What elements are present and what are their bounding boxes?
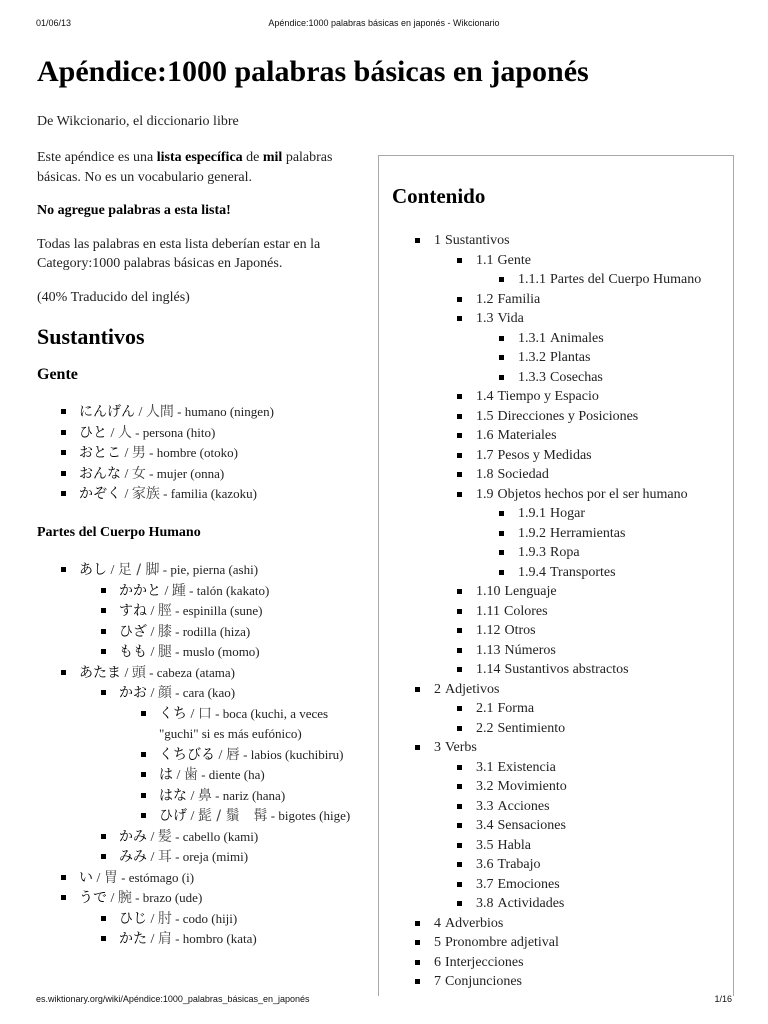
word-kana[interactable]: すね xyxy=(119,603,147,619)
intro-text-a: Este apéndice es una xyxy=(37,150,157,165)
translated-note: (40% Traducido del inglés) xyxy=(37,289,190,305)
toc-item[interactable] xyxy=(456,797,701,817)
toc-item-number[interactable]: 1.9.2 xyxy=(518,525,546,541)
list-item: かお / 顔 - cara (kao) くち / 口 - boca (kuchi, a veces "guchi" si es más eufónico) くちびる / 唇 - labios (kuchibiru) は / 歯 - diente (ha) はな / 鼻 - nariz (hana) ひげ / 髭 / 鬚 髯 - bigotes (hige) xyxy=(99,683,367,827)
word-kana[interactable]: うで xyxy=(79,890,107,906)
word-gloss: - estómago (i) xyxy=(117,869,195,885)
nested-list xyxy=(79,683,367,868)
toc-item-number[interactable]: 1.12 xyxy=(476,623,501,638)
toc-item-number[interactable]: 1.10 xyxy=(476,584,501,599)
print-page-number: 1/16 xyxy=(714,994,732,1004)
toc-item[interactable] xyxy=(456,426,701,446)
word-gloss: - pie, pierna (ashi) xyxy=(159,562,259,577)
toc-item-label[interactable]: Colores xyxy=(503,603,548,619)
word-kanji[interactable]: 胃 xyxy=(103,869,118,886)
toc-item-label[interactable]: Sustantivos abstractos xyxy=(504,662,629,677)
word-kanji[interactable]: 踵 xyxy=(171,582,186,599)
intro-bold-mil: mil xyxy=(262,150,283,165)
toc-item[interactable] xyxy=(498,504,701,524)
toc-item-number[interactable]: 1.14 xyxy=(476,662,501,677)
toc-item-number[interactable]: 3.1 xyxy=(476,759,494,775)
toc-item-label[interactable]: Conjunciones xyxy=(445,974,522,989)
toc-sublist xyxy=(456,329,701,388)
print-title: Apéndice:1000 palabras básicas en japonés - Wikcionario xyxy=(268,18,500,28)
toc-item-number[interactable]: 3.4 xyxy=(476,818,494,833)
toc-item-number[interactable]: 1.3.3 xyxy=(518,369,546,385)
toc-item[interactable] xyxy=(456,758,701,778)
toc-item-number[interactable]: 1.9.3 xyxy=(518,545,546,560)
toc-item-number[interactable]: 1.13 xyxy=(476,642,501,658)
toc-item[interactable] xyxy=(498,543,701,563)
category-paragraph: Todas las palabras en esta lista deberían estar en la Category:1000 palabras básicas en Japonés. xyxy=(37,236,321,271)
list-item: すね / 脛 - espinilla (sune) xyxy=(99,601,367,622)
word-kanji[interactable]: 女 xyxy=(131,465,146,482)
word-gloss: - humano (ningen) xyxy=(173,404,274,419)
toc-item-label[interactable]: Ropa xyxy=(550,545,580,560)
toc-item-label[interactable]: Existencia xyxy=(497,759,556,775)
subsection-heading-cuerpo: Partes del Cuerpo Humano xyxy=(37,524,201,540)
toc-item-number[interactable]: 3 xyxy=(434,740,441,755)
toc-item-label[interactable]: Sustantivos xyxy=(445,233,510,248)
word-kanji[interactable]: 耳 xyxy=(157,849,172,865)
toc-item-number[interactable]: 1.3.2 xyxy=(518,350,546,365)
toc-item-label[interactable]: Actividades xyxy=(497,896,565,911)
word-kana[interactable]: かお xyxy=(119,685,147,701)
toc-item-number[interactable]: 1.8 xyxy=(476,467,494,482)
gente-list xyxy=(37,402,367,505)
page-title: Apéndice:1000 palabras básicas en japonés xyxy=(37,55,589,88)
toc-item-label[interactable]: Cosechas xyxy=(550,369,603,385)
toc-list xyxy=(414,231,701,992)
toc-item[interactable] xyxy=(456,309,701,329)
toc-item[interactable] xyxy=(456,465,701,485)
toc-sublist xyxy=(456,270,701,290)
word-kana[interactable]: かかと xyxy=(119,582,161,599)
print-header xyxy=(0,18,768,32)
toc-item-label[interactable]: Partes del Cuerpo Humano xyxy=(550,272,702,287)
toc-item-label[interactable]: Movimiento xyxy=(497,779,567,794)
list-item: かかと / 踵 - talón (kakato) xyxy=(99,581,367,602)
word-gloss: - cabeza (atama) xyxy=(145,664,236,680)
list-item: もも / 腿 - muslo (momo) xyxy=(99,642,367,663)
toc-item-label[interactable]: Sociedad xyxy=(497,467,549,482)
list-item: ひじ / 肘 - codo (hiji) xyxy=(99,909,367,930)
word-gloss: - talón (kakato) xyxy=(185,582,270,598)
word-kana[interactable]: ひと xyxy=(79,424,107,441)
toc-item-label[interactable]: Emociones xyxy=(497,876,560,892)
word-kanji[interactable]: 口 xyxy=(197,705,212,722)
toc-title: Contenido xyxy=(392,184,486,208)
toc-item-number[interactable]: 3.6 xyxy=(476,857,494,872)
word-kana[interactable]: かみ xyxy=(119,828,147,845)
toc-item[interactable] xyxy=(456,777,701,797)
toc-item-number[interactable]: 1.3 xyxy=(476,311,494,326)
word-kana[interactable]: あたま xyxy=(79,664,121,681)
list-item: ひげ / 髭 / 鬚 髯 - bigotes (hige) xyxy=(139,806,367,827)
word-kana[interactable]: かぞく xyxy=(79,486,121,502)
toc-item-number[interactable]: 7 xyxy=(434,974,441,989)
toc-item-number[interactable]: 1.6 xyxy=(476,428,494,443)
word-kanji[interactable]: 人間 xyxy=(145,404,174,420)
list-item: い / 胃 - estómago (i) xyxy=(59,868,367,889)
toc-item[interactable] xyxy=(498,348,701,368)
word-gloss: - rodilla (hiza) xyxy=(171,623,251,639)
word-kanji[interactable]: 鼻 xyxy=(197,787,212,804)
toc-item[interactable] xyxy=(456,387,701,407)
toc-item[interactable] xyxy=(456,719,701,739)
word-kanji[interactable]: 髪 xyxy=(157,828,172,845)
toc-item-label[interactable]: Herramientas xyxy=(550,525,626,541)
toc-item[interactable] xyxy=(414,914,701,934)
word-kana[interactable]: おとこ xyxy=(79,445,121,461)
toc-item-number[interactable]: 1.9.4 xyxy=(518,564,546,580)
toc-item-label[interactable]: Trabajo xyxy=(497,857,541,872)
word-kanji[interactable]: 膝 xyxy=(157,623,172,640)
print-date: 01/06/13 xyxy=(36,18,72,28)
word-kanji[interactable]: 人 xyxy=(117,424,132,441)
toc-item-number[interactable]: 2.2 xyxy=(476,720,494,736)
subsection-heading-gente: Gente xyxy=(37,365,78,383)
table-of-contents xyxy=(378,155,734,996)
word-gloss: - hombre (otoko) xyxy=(145,445,238,460)
word-kanji[interactable]: 歯 xyxy=(183,767,198,783)
list-item: くち / 口 - boca (kuchi, a veces "guchi" si es más eufónico) xyxy=(139,704,367,745)
word-gloss: - bigotes (hige) xyxy=(267,808,351,823)
toc-item[interactable] xyxy=(456,875,701,895)
toc-item-number[interactable]: 1.11 xyxy=(476,603,500,619)
word-gloss: - nariz (hana) xyxy=(211,787,286,803)
toc-item[interactable] xyxy=(456,407,701,427)
toc-item-number[interactable]: 6 xyxy=(434,954,441,970)
toc-item-label[interactable]: Forma xyxy=(497,701,535,716)
toc-item-label[interactable]: Hogar xyxy=(550,506,585,521)
word-gloss: - diente (ha) xyxy=(197,767,265,782)
toc-item[interactable] xyxy=(456,641,701,661)
word-kana[interactable]: かた xyxy=(119,931,147,947)
toc-item[interactable] xyxy=(456,621,701,641)
toc-item[interactable] xyxy=(414,933,701,953)
page-subtitle: De Wikcionario, el diccionario libre xyxy=(37,114,239,129)
toc-item-number[interactable]: 3.2 xyxy=(476,779,494,794)
list-item: あたま / 頭 - cabeza (atama) かお / 顔 - cara (kao) くち / 口 - boca (kuchi, a veces "guchi" si es más eufónico) くちびる / 唇 - labios (kuchibiru) は / 歯 - diente (ha) はな / 鼻 - nariz (hana) ひげ / 髭 / 鬚 髯 - bigotes (hige) かみ / 髪 - cabello (kami) みみ / 耳 - oreja (mimi) xyxy=(59,663,367,868)
toc-item-number[interactable]: 3.7 xyxy=(476,876,494,892)
toc-item-label[interactable]: Adjetivos xyxy=(445,681,500,697)
list-item: にんげん / 人間 - humano (ningen) xyxy=(59,402,367,423)
toc-item[interactable] xyxy=(414,972,701,992)
toc-item[interactable] xyxy=(456,602,701,622)
toc-sublist xyxy=(414,758,701,914)
toc-item-label[interactable]: Sentimiento xyxy=(497,720,566,736)
print-url: es.wiktionary.org/wiki/Apéndice:1000_palabras_básicas_en_japonés xyxy=(36,994,310,1004)
toc-item-number[interactable]: 1.4 xyxy=(476,389,494,404)
list-item: かぞく / 家族 - familia (kazoku) xyxy=(59,484,367,505)
toc-item-label[interactable]: Direcciones y Posiciones xyxy=(497,408,639,424)
warning-text: No agregue palabras a esta lista! xyxy=(37,203,231,218)
word-kanji[interactable]: 髭 / 鬚 髯 xyxy=(197,808,268,824)
toc-item[interactable] xyxy=(414,680,701,700)
toc-item[interactable] xyxy=(456,894,701,914)
toc-item-number[interactable]: 1.1 xyxy=(476,252,494,268)
word-kanji[interactable]: 足 / 脚 xyxy=(117,562,160,578)
word-kanji[interactable]: 男 xyxy=(131,445,146,461)
word-kana[interactable]: は xyxy=(159,767,173,783)
toc-item-label[interactable]: Animales xyxy=(550,330,604,346)
print-footer xyxy=(0,994,768,1008)
word-gloss: - codo (hiji) xyxy=(171,910,238,926)
word-kana[interactable]: もも xyxy=(119,644,147,660)
list-item: うで / 腕 - brazo (ude) ひじ / 肘 - codo (hiji) かた / 肩 - hombro (kata) xyxy=(59,888,367,950)
toc-item-number[interactable]: 1.1.1 xyxy=(518,272,546,287)
word-kanji[interactable]: 脛 xyxy=(157,603,172,619)
toc-item-label[interactable]: Lenguaje xyxy=(504,584,557,599)
word-kana[interactable]: くちびる xyxy=(159,746,215,763)
nested-list xyxy=(79,581,367,663)
word-kana[interactable]: ひざ xyxy=(119,623,147,640)
word-kana[interactable]: ひじ xyxy=(119,910,147,927)
toc-item-number[interactable]: 3.8 xyxy=(476,896,494,911)
list-item: はな / 鼻 - nariz (hana) xyxy=(139,786,367,807)
toc-item-number[interactable]: 5 xyxy=(434,935,441,950)
toc-item[interactable] xyxy=(498,368,701,388)
word-gloss: - familia (kazoku) xyxy=(159,486,257,501)
word-kana[interactable]: くち xyxy=(159,705,187,722)
toc-item[interactable] xyxy=(456,699,701,719)
word-kana[interactable]: あし xyxy=(79,562,107,578)
word-kanji[interactable]: 家族 xyxy=(131,486,160,502)
warning-paragraph xyxy=(37,201,367,221)
toc-item[interactable] xyxy=(456,816,701,836)
toc-item-label[interactable]: Otros xyxy=(504,623,536,638)
toc-item-number[interactable]: 4 xyxy=(434,915,441,931)
word-kana[interactable]: にんげん xyxy=(79,404,135,420)
word-kana[interactable]: ひげ xyxy=(159,808,187,824)
intro-text-e: palabras básicas. No es un vocabulario general. xyxy=(37,150,333,185)
word-gloss: - persona (hito) xyxy=(131,424,216,440)
toc-item-number[interactable]: 1.7 xyxy=(476,447,494,463)
toc-item[interactable] xyxy=(498,563,701,583)
toc-item-number[interactable]: 3.3 xyxy=(476,798,494,814)
article-body xyxy=(37,148,367,950)
list-item: あし / 足 / 脚 - pie, pierna (ashi) かかと / 踵 - talón (kakato) すね / 脛 - espinilla (sune) ひざ / 膝 - rodilla (hiza) もも / 腿 - muslo (momo) xyxy=(59,560,367,663)
toc-item-label[interactable]: Vida xyxy=(497,311,524,326)
list-item: おんな / 女 - mujer (onna) xyxy=(59,464,367,485)
word-kanji[interactable]: 肩 xyxy=(157,931,172,947)
toc-item-label[interactable]: Objetos hechos por el ser humano xyxy=(497,486,688,502)
word-gloss: - hombro (kata) xyxy=(171,931,257,946)
word-gloss: - cabello (kami) xyxy=(171,828,259,844)
list-item: おとこ / 男 - hombre (otoko) xyxy=(59,443,367,464)
toc-item-label[interactable]: Habla xyxy=(497,837,531,853)
toc-item[interactable] xyxy=(498,270,701,290)
toc-item-label[interactable]: Familia xyxy=(497,291,541,307)
toc-item-number[interactable]: 2.1 xyxy=(476,701,494,716)
toc-item-label[interactable]: Acciones xyxy=(497,798,550,814)
toc-item-label[interactable]: Gente xyxy=(497,252,531,268)
toc-item-label[interactable]: Pronombre adjetival xyxy=(445,935,559,950)
cuerpo-list xyxy=(37,560,367,950)
toc-item[interactable] xyxy=(456,251,701,271)
word-gloss: - brazo (ude) xyxy=(131,890,203,905)
word-gloss: - labios (kuchibiru) xyxy=(239,746,344,762)
word-kana[interactable]: い xyxy=(79,869,93,886)
toc-item-number[interactable]: 2 xyxy=(434,681,441,697)
list-item: ひざ / 膝 - rodilla (hiza) xyxy=(99,622,367,643)
toc-sublist xyxy=(456,504,701,582)
toc-item-label[interactable]: Materiales xyxy=(497,428,557,443)
word-gloss: - espinilla (sune) xyxy=(171,603,263,618)
word-gloss: - oreja (mimi) xyxy=(171,849,249,864)
toc-item[interactable] xyxy=(498,524,701,544)
toc-item-label[interactable]: Plantas xyxy=(550,350,591,365)
word-kanji[interactable]: 唇 xyxy=(225,746,240,763)
word-gloss: - boca (kuchi, a veces "guchi" si es más eufónico) xyxy=(159,705,329,741)
list-item: ひと / 人 - persona (hito) xyxy=(59,423,367,444)
toc-item[interactable] xyxy=(456,660,701,680)
toc-item-label[interactable]: Transportes xyxy=(550,564,616,580)
toc-sublist xyxy=(414,699,701,738)
toc-item[interactable] xyxy=(414,231,701,251)
toc-sublist xyxy=(414,251,701,680)
word-kana[interactable]: おんな xyxy=(79,465,121,482)
intro-link-lista[interactable]: lista específica xyxy=(156,150,243,165)
nested-list xyxy=(79,909,367,950)
list-item: かみ / 髪 - cabello (kami) xyxy=(99,827,367,848)
toc-item[interactable] xyxy=(456,855,701,875)
section-heading-sustantivos: Sustantivos xyxy=(37,324,145,349)
list-item: かた / 肩 - hombro (kata) xyxy=(99,929,367,950)
toc-item-label[interactable]: Verbs xyxy=(445,740,477,755)
word-gloss: - muslo (momo) xyxy=(171,644,260,659)
nested-list xyxy=(119,704,367,827)
toc-item-number[interactable]: 1.5 xyxy=(476,408,494,424)
word-kanji[interactable]: 頭 xyxy=(131,664,146,681)
word-kana[interactable]: みみ xyxy=(119,849,147,865)
toc-item-number[interactable]: 1.9.1 xyxy=(518,506,546,521)
toc-item-label[interactable]: Sensaciones xyxy=(497,818,566,833)
list-item: くちびる / 唇 - labios (kuchibiru) xyxy=(139,745,367,766)
list-item: みみ / 耳 - oreja (mimi) xyxy=(99,847,367,868)
toc-item-number[interactable]: 1 xyxy=(434,233,441,248)
toc-item[interactable] xyxy=(414,738,701,758)
toc-item-label[interactable]: Interjecciones xyxy=(445,954,524,970)
toc-item[interactable] xyxy=(456,446,701,466)
toc-item-number[interactable]: 3.5 xyxy=(476,837,494,853)
toc-item-number[interactable]: 1.9 xyxy=(476,486,494,502)
toc-item-number[interactable]: 1.2 xyxy=(476,291,494,307)
list-item: は / 歯 - diente (ha) xyxy=(139,765,367,786)
toc-item-label[interactable]: Números xyxy=(504,642,556,658)
word-gloss: - cara (kao) xyxy=(171,685,236,700)
toc-item[interactable] xyxy=(414,953,701,973)
toc-item-label[interactable]: Adverbios xyxy=(445,915,504,931)
intro-text-c: de xyxy=(242,150,263,165)
word-kanji[interactable]: 腕 xyxy=(117,890,132,906)
toc-item[interactable] xyxy=(456,290,701,310)
toc-item[interactable] xyxy=(456,836,701,856)
toc-item[interactable] xyxy=(498,329,701,349)
word-kanji[interactable]: 肘 xyxy=(157,910,172,927)
toc-item-label[interactable]: Pesos y Medidas xyxy=(497,447,592,463)
toc-item[interactable] xyxy=(456,485,701,505)
toc-item-number[interactable]: 1.3.1 xyxy=(518,330,546,346)
toc-item[interactable] xyxy=(456,582,701,602)
word-kanji[interactable]: 顔 xyxy=(157,685,172,701)
intro-paragraph xyxy=(37,148,367,187)
word-gloss: - mujer (onna) xyxy=(145,465,225,481)
word-kana[interactable]: はな xyxy=(159,787,187,804)
toc-item-label[interactable]: Tiempo y Espacio xyxy=(497,389,599,404)
word-kanji[interactable]: 腿 xyxy=(157,644,172,660)
